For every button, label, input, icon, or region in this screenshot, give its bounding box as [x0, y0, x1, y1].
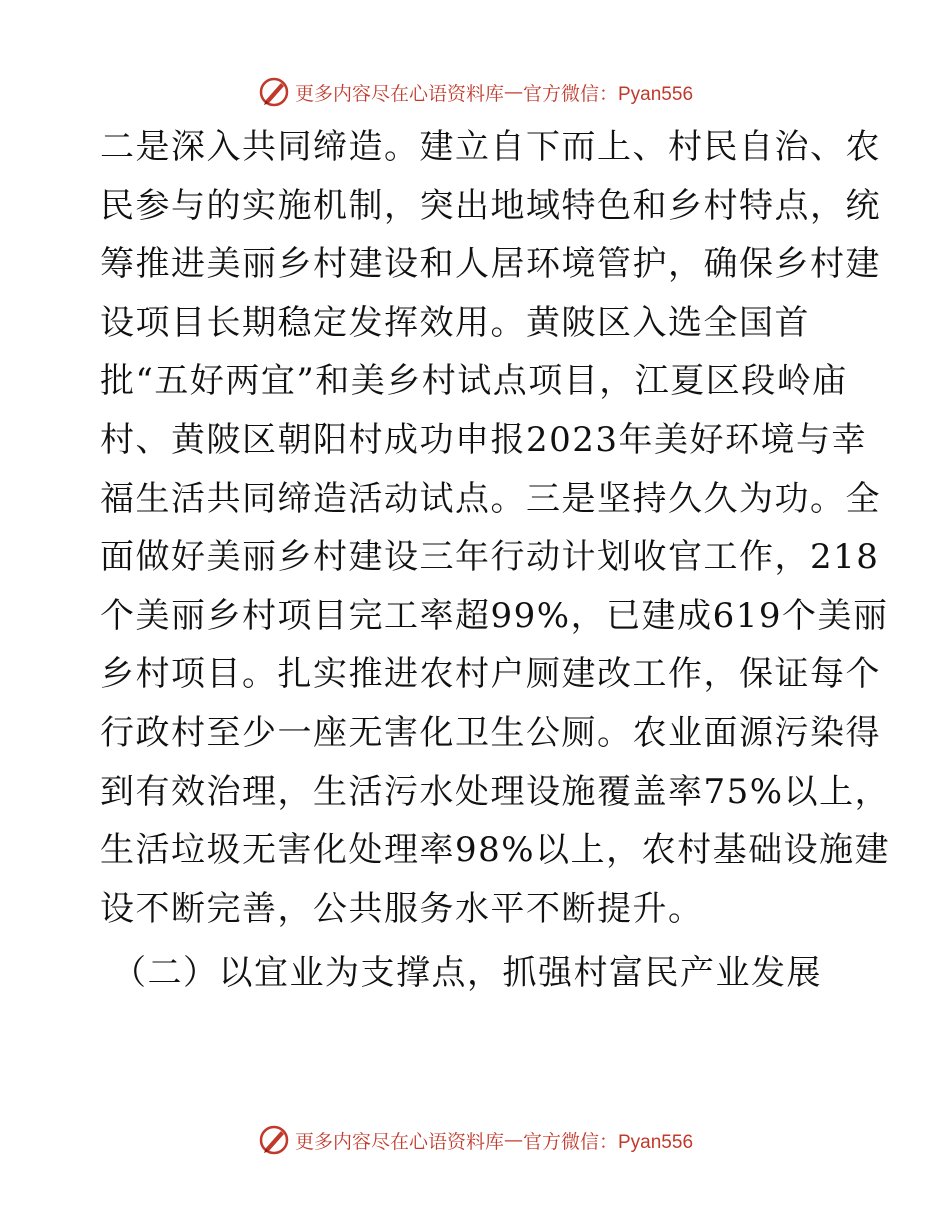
pen-circle-logo-icon	[257, 75, 291, 109]
body-line: 行政村至少一座无害化卫生公厕。农业面源污染得	[100, 712, 881, 753]
footer-banner	[0, 1120, 950, 1160]
body-line: 筹推进美丽乡村建设和人居环境管护，确保乡村建	[100, 244, 881, 285]
body-line: 面做好美丽乡村建设三年行动计划收官工作，218	[100, 537, 880, 578]
footer-site-text: 更多内容尽在心语资料库	[294, 1130, 504, 1153]
body-line: 村、黄陂区朝阳村成功申报2023年美好环境与幸	[100, 419, 868, 460]
body-line: 二是深入共同缔造。建立自下而上、村民自治、农	[100, 127, 881, 167]
body-line: 设项目长期稳定发挥效用。黄陂区入选全国首	[100, 302, 810, 343]
body-line: 乡村项目。扎实推进农村户厕建改工作，保证每个	[100, 654, 881, 695]
header-site-text: 更多内容尽在心语资料库	[294, 82, 504, 105]
body-line: 民参与的实施机制，突出地域特色和乡村特点，统	[100, 185, 881, 226]
header-banner	[0, 72, 950, 112]
footer-separator: —	[504, 1129, 523, 1151]
section-heading: （二）以宜业为支撑点，抓强村富民产业发展	[112, 953, 822, 993]
pen-circle-logo-icon	[257, 1123, 291, 1157]
body-line: 福生活共同缔造活动试点。三是坚持久久为功。全	[100, 478, 881, 519]
body-line: 到有效治理，生活污水处理设施覆盖率75%以上，	[100, 771, 891, 812]
body-line: 批“五好两宜”和美乡村试点项目，江夏区段岭庙	[100, 361, 848, 402]
footer-wechat-text: 官方微信：Pyan556	[523, 1131, 694, 1153]
body-line: 生活垃圾无害化处理率98%以上，农村基础设施建	[100, 830, 891, 871]
body-line: 设不断完善，公共服务水平不断提升。	[100, 888, 704, 929]
body-line: 个美丽乡村项目完工率超99%，已建成619个美丽	[100, 595, 889, 636]
header-wechat-text: 官方微信：Pyan556	[523, 83, 694, 105]
body-paragraph	[100, 118, 891, 938]
header-separator: —	[504, 81, 523, 103]
